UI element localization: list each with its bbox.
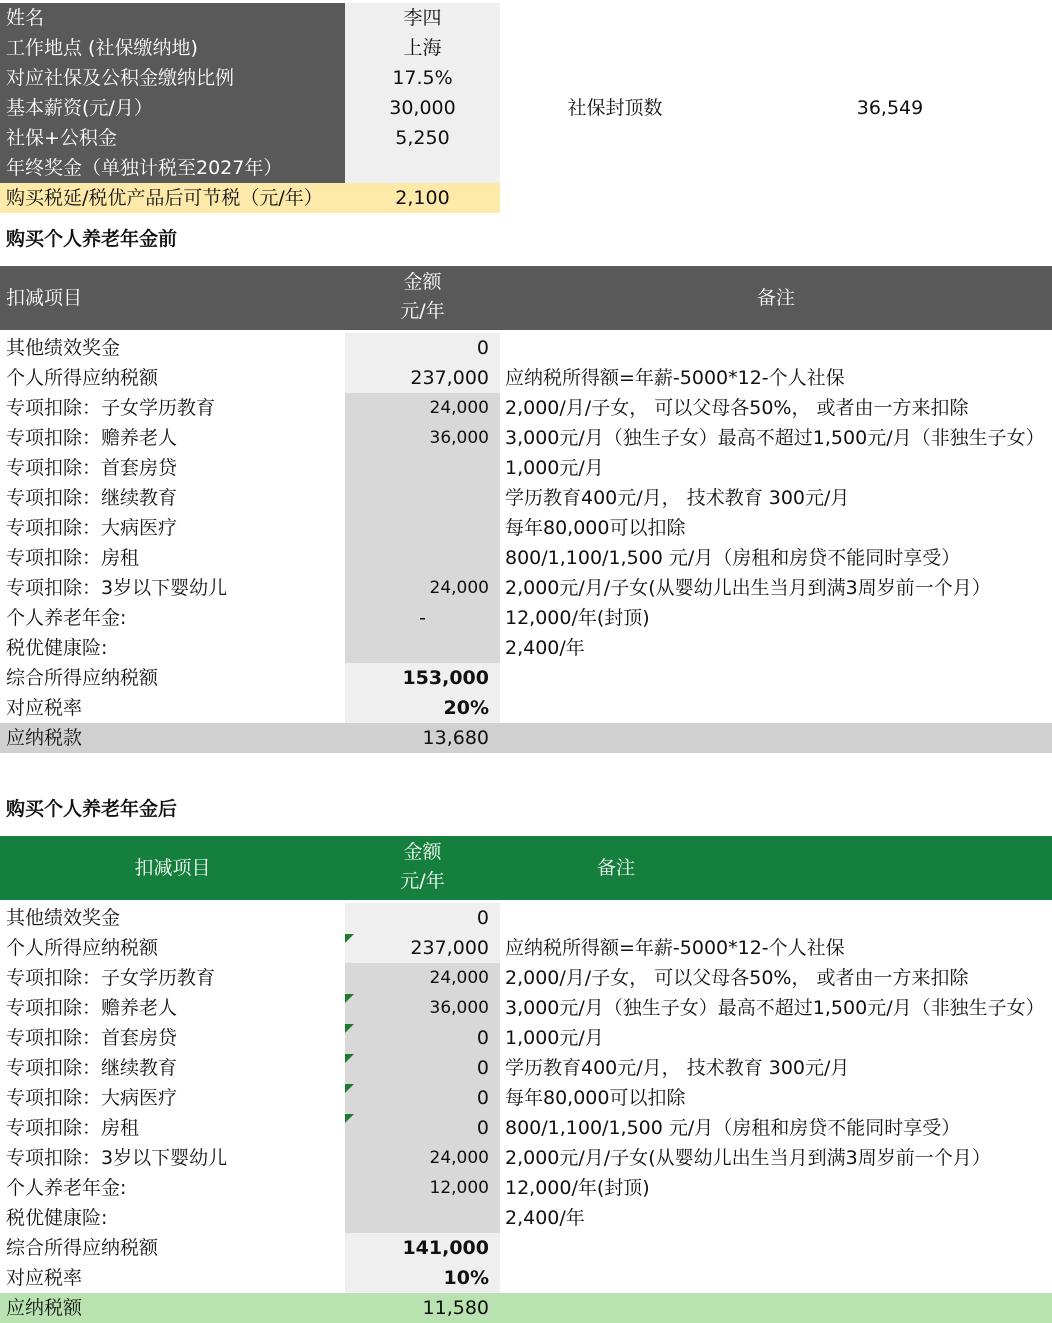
row-label: 专项扣除：赡养老人 (6, 427, 178, 449)
table-row[interactable] (0, 1083, 1052, 1113)
row-amount[interactable]: 237,000 (345, 363, 500, 393)
row-note (500, 1233, 1052, 1263)
table-header-after (0, 836, 1052, 900)
header-amount-line1: 金额 (403, 271, 442, 293)
row-amount[interactable] (345, 1203, 500, 1233)
info-label: 年终奖金（单独计税至2027年） (0, 153, 345, 183)
row-label: 专项扣除：3岁以下婴幼儿 (6, 1147, 228, 1169)
row-label: 专项扣除：子女学历教育 (6, 397, 216, 419)
row-note: 2,000/月/子女， 可以父母各50%， 或者由一方来扣除 (505, 397, 969, 419)
row-label: 个人养老年金: (6, 607, 127, 629)
info-label: 购买税延/税优产品后可节税（元/年） (0, 183, 345, 213)
table-row[interactable] (0, 693, 1052, 723)
row-label: 专项扣除：大病医疗 (6, 1087, 178, 1109)
table-row[interactable] (0, 963, 1052, 993)
table-header-before (0, 266, 1052, 330)
row-amount[interactable] (345, 453, 500, 483)
cell-comment-marker (345, 1054, 354, 1063)
row-amount[interactable]: 24,000 (345, 573, 500, 603)
section-title-before: 购买个人养老年金前 (6, 228, 178, 250)
row-amount[interactable]: 0 (345, 1023, 500, 1053)
table-row[interactable] (0, 1263, 1052, 1293)
row-amount[interactable]: 153,000 (345, 663, 500, 693)
row-note: 学历教育400元/月， 技术教育 300元/月 (505, 1057, 850, 1079)
table-row[interactable] (0, 483, 1052, 513)
row-label: 个人所得应纳税额 (6, 937, 159, 959)
info-value[interactable]: 上海 (345, 33, 500, 63)
row-label: 专项扣除：首套房贷 (6, 1027, 178, 1049)
info-value[interactable]: 5,250 (345, 123, 500, 153)
table-row[interactable] (0, 513, 1052, 543)
row-amount[interactable]: 237,000 (345, 933, 500, 963)
row-label: 专项扣除：继续教育 (6, 487, 178, 509)
row-note: 2,000元/月/子女(从婴幼儿出生当月到满3周岁前一个月） (505, 1147, 991, 1169)
row-label: 专项扣除：3岁以下婴幼儿 (6, 577, 228, 599)
row-note: 1,000元/月 (505, 457, 604, 479)
info-label: 基本薪资(元/月） (0, 93, 345, 123)
row-amount[interactable]: 24,000 (345, 1143, 500, 1173)
table-row[interactable] (0, 663, 1052, 693)
row-label: 专项扣除：赡养老人 (6, 997, 178, 1019)
info-row-salary[interactable] (0, 93, 1052, 123)
row-note: 每年80,000可以扣除 (505, 1087, 686, 1109)
row-note (500, 723, 1052, 753)
row-amount[interactable] (345, 543, 500, 573)
info-label: 社保+公积金 (0, 123, 345, 153)
row-label: 专项扣除：继续教育 (6, 1057, 178, 1079)
table-row[interactable] (0, 993, 1052, 1023)
table-row[interactable] (0, 1173, 1052, 1203)
header-amount-line2: 元/年 (400, 870, 445, 892)
row-amount[interactable]: 0 (345, 1083, 500, 1113)
row-amount[interactable]: 11,580 (422, 1297, 489, 1319)
cap-label: 社保封顶数 (567, 97, 663, 119)
cell-comment-marker (345, 994, 354, 1003)
info-label: 对应社保及公积金缴纳比例 (0, 63, 345, 93)
info-row-bonus[interactable] (0, 153, 1052, 183)
row-label: 专项扣除：子女学历教育 (6, 967, 216, 989)
row-label: 专项扣除：房租 (6, 547, 140, 569)
row-note: 800/1,100/1,500 元/月（房租和房贷不能同时享受） (505, 1117, 961, 1139)
row-label: 对应税率 (6, 1267, 83, 1289)
table-row[interactable] (0, 363, 1052, 393)
row-label: 其他绩效奖金 (6, 337, 121, 359)
cell-comment-marker (345, 1084, 354, 1093)
row-label: 税优健康险: (6, 1207, 108, 1229)
row-note: 2,000元/月/子女(从婴幼儿出生当月到满3周岁前一个月） (505, 577, 991, 599)
info-label: 工作地点 (社保缴纳地) (0, 33, 345, 63)
header-amount (345, 266, 500, 330)
row-amount[interactable]: 0 (345, 1053, 500, 1083)
row-note: 12,000/年(封顶) (505, 1177, 650, 1199)
row-note: 3,000元/月（独生子女）最高不超过1,500元/月（非独生子女） (505, 997, 1045, 1019)
header-note: 备注 (756, 287, 795, 309)
row-note: 12,000/年(封顶) (505, 607, 650, 629)
info-label: 姓名 (0, 3, 345, 33)
row-amount[interactable]: 36,000 (345, 423, 500, 453)
table-row[interactable] (0, 1113, 1052, 1143)
row-label: 其他绩效奖金 (6, 907, 121, 929)
row-note (500, 333, 1052, 363)
row-amount[interactable] (345, 483, 500, 513)
row-note (500, 1293, 1052, 1323)
table-row[interactable] (0, 1203, 1052, 1233)
row-note: 应纳税所得额=年薪-5000*12-个人社保 (505, 937, 845, 959)
row-amount[interactable] (345, 633, 500, 663)
table-row[interactable] (0, 423, 1052, 453)
header-note: 备注 (596, 857, 635, 879)
row-note: 每年80,000可以扣除 (505, 517, 686, 539)
table-row[interactable] (0, 1143, 1052, 1173)
row-amount[interactable]: 24,000 (345, 393, 500, 423)
table-row-total[interactable] (0, 1293, 1052, 1323)
info-row-location[interactable] (0, 33, 1052, 63)
row-label: 个人所得应纳税额 (6, 367, 159, 389)
row-note (500, 903, 1052, 933)
cell-comment-marker (345, 1024, 354, 1033)
table-row[interactable] (0, 903, 1052, 933)
row-label: 对应税率 (6, 697, 83, 719)
table-row[interactable] (0, 543, 1052, 573)
row-note: 3,000元/月（独生子女）最高不超过1,500元/月（非独生子女） (505, 427, 1045, 449)
row-label: 税优健康险: (6, 637, 108, 659)
row-amount[interactable]: - (345, 603, 500, 633)
table-row[interactable] (0, 453, 1052, 483)
row-amount[interactable]: 20% (345, 693, 500, 723)
row-amount[interactable]: 10% (345, 1263, 500, 1293)
row-amount[interactable]: 0 (345, 333, 500, 363)
row-label: 综合所得应纳税额 (6, 667, 159, 689)
row-note: 2,400/年 (505, 637, 585, 659)
info-value[interactable]: 17.5% (345, 63, 500, 93)
row-amount[interactable]: 0 (345, 903, 500, 933)
row-amount[interactable] (345, 513, 500, 543)
table-row[interactable] (0, 1023, 1052, 1053)
info-value[interactable]: 30,000 (345, 93, 500, 123)
header-item: 扣减项目 (6, 287, 83, 309)
table-row[interactable] (0, 933, 1052, 963)
cell-comment-marker (345, 1114, 354, 1123)
table-row[interactable] (0, 1233, 1052, 1263)
header-amount-line2: 元/年 (400, 300, 445, 322)
cell-comment-marker (345, 934, 354, 943)
table-row-total[interactable] (0, 723, 1052, 753)
table-row[interactable] (0, 603, 1052, 633)
row-label: 应纳税额 (6, 1297, 83, 1319)
info-value[interactable]: 2,100 (345, 183, 500, 213)
row-note: 2,000/月/子女， 可以父母各50%， 或者由一方来扣除 (505, 967, 969, 989)
section-title-after: 购买个人养老年金后 (6, 798, 178, 820)
row-label: 个人养老年金: (6, 1177, 127, 1199)
row-label: 综合所得应纳税额 (6, 1237, 159, 1259)
row-note: 800/1,100/1,500 元/月（房租和房贷不能同时享受） (505, 547, 961, 569)
info-row-saving[interactable] (0, 183, 1052, 213)
row-amount[interactable]: 12,000 (345, 1173, 500, 1203)
table-row[interactable] (0, 633, 1052, 663)
row-label: 专项扣除：大病医疗 (6, 517, 178, 539)
row-label: 应纳税款 (6, 727, 83, 749)
row-note: 学历教育400元/月， 技术教育 300元/月 (505, 487, 850, 509)
row-note: 应纳税所得额=年薪-5000*12-个人社保 (505, 367, 845, 389)
row-amount[interactable]: 13,680 (422, 727, 489, 749)
table-row[interactable] (0, 1053, 1052, 1083)
row-note: 2,400/年 (505, 1207, 585, 1229)
row-note: 1,000元/月 (505, 1027, 604, 1049)
info-row-name[interactable] (0, 3, 1052, 33)
row-note (500, 693, 1052, 723)
cap-value[interactable]: 36,549 (856, 97, 924, 119)
header-item: 扣减项目 (134, 857, 211, 879)
row-note (500, 663, 1052, 693)
table-row[interactable] (0, 393, 1052, 423)
row-amount[interactable]: 24,000 (345, 963, 500, 993)
row-label: 专项扣除：首套房贷 (6, 457, 178, 479)
row-label: 专项扣除：房租 (6, 1117, 140, 1139)
table-row[interactable] (0, 573, 1052, 603)
row-amount[interactable]: 36,000 (345, 993, 500, 1023)
row-note (500, 1263, 1052, 1293)
header-amount-line1: 金额 (403, 841, 442, 863)
info-row-social[interactable] (0, 123, 1052, 153)
row-amount[interactable]: 141,000 (345, 1233, 500, 1263)
header-amount (345, 836, 500, 900)
table-row[interactable] (0, 333, 1052, 363)
info-value[interactable]: 李四 (345, 3, 500, 33)
info-value[interactable] (345, 153, 500, 183)
row-amount[interactable]: 0 (345, 1113, 500, 1143)
info-row-ratio[interactable] (0, 63, 1052, 93)
